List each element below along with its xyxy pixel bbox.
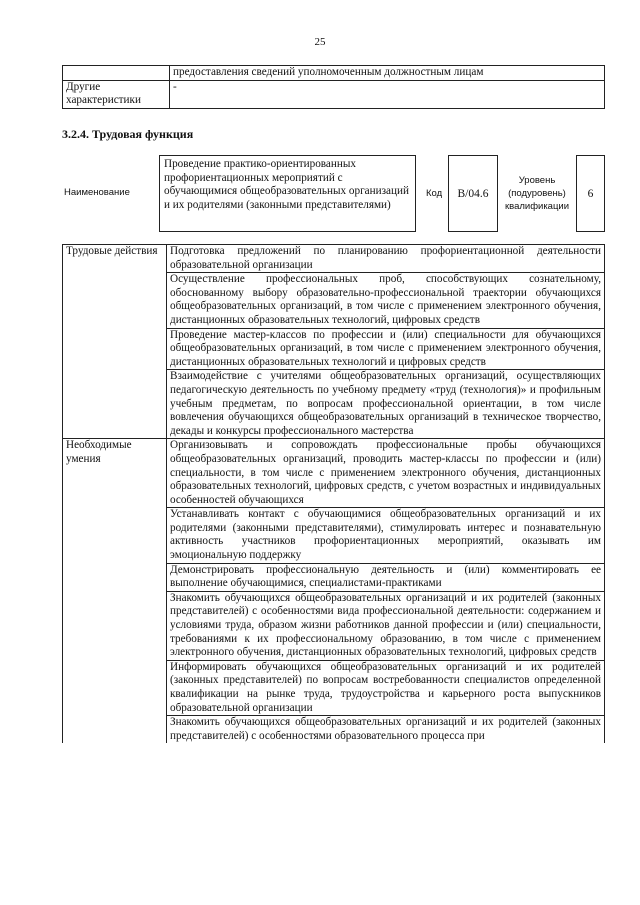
labor-actions-label: Трудовые действия (63, 245, 167, 439)
other-characteristics-label: Другие характеристики (63, 80, 170, 108)
function-name-value: Проведение практико-ориентированных профориентационных мероприятий с обучающимися общеобразовательных организаций и их родителями (законными представителями) (159, 155, 416, 232)
qualification-level-label: Уровень (подуровень) квалификации (504, 175, 570, 212)
function-code-label: Код (426, 188, 443, 199)
other-characteristics-value: - (170, 80, 605, 108)
labor-function-table (62, 244, 605, 743)
labor-action-item: Подготовка предложений по планированию профориентационной деятельности образовательной организации (167, 245, 605, 273)
previous-function-table (62, 65, 605, 109)
skill-item: Организовывать и сопровождать профессиональные пробы обучающихся общеобразовательных организаций, проводить мастер-классы по профессии и (или) специальности, в том числе с применением электронного обучения, дистанционных образовательных технологий, цифровых средств, с учетом возрастных и индивидуальных особенностей обучающихся (167, 439, 605, 508)
page-number: 25 (314, 36, 326, 48)
skill-item: Устанавливать контакт с обучающимися общеобразовательных организаций и их родителями (законными представителями), стимулировать интерес и познавательную активность участников профориентационных мероприятий, оказывать им эмоциональную поддержку (167, 508, 605, 563)
skill-item: Информировать обучающихся общеобразовательных организаций и их родителей (законных представителей) по вопросам востребованности специалистов определенной квалификации на рынке труда, трудоустройства и карьерного роста выпускников образовательной организации (167, 660, 605, 715)
labor-action-item: Осуществление профессиональных проб, способствующих сознательному, обоснованному выбору образовательно-профессиональной траектории обучающихся общеобразовательных организаций, в том числе с применением электронного обучения, дистанционных образовательных технологий, цифровых средств (167, 273, 605, 328)
labor-action-item: Взаимодействие с учителями общеобразовательных организаций, осуществляющих педагогическую деятельность по учебному предмету «труд (технология)» и профильным учебным предметам, по вопросам профессиональной ориентации, в том числе вовлечения обучающихся общеобразовательных организаций в техническое творчество, декады и конкурсы профессионального мастерства (167, 370, 605, 439)
empty-cell (63, 66, 170, 81)
qualification-level-value: 6 (576, 155, 605, 232)
function-name-label: Наименование (64, 187, 130, 198)
labor-action-item: Проведение мастер-классов по профессии и (или) специальности для обучающихся общеобразовательных организаций, в том числе с применением электронного обучения, дистанционных образовательных технологий и цифровых средств (167, 328, 605, 370)
section-title: 3.2.4. Трудовая функция (62, 127, 194, 141)
function-code-value: B/04.6 (448, 155, 498, 232)
previous-table-continuation: предоставления сведений уполномоченным должностным лицам (170, 66, 605, 81)
skill-item: Знакомить обучающихся общеобразовательных организаций и их родителей (законных представителей) с особенностями образовательного процесса при (167, 716, 605, 744)
skill-item: Знакомить обучающихся общеобразовательных организаций и их родителей (законных представителей) с особенностями вида профессиональной деятельности: содержанием и условиями труда, образом жизни работников данной профессии и (или) специальности, требованиями к их профессиональному образованию, в том числе с применением электронного обучения, дистанционных образовательных технологий, цифровых средств (167, 591, 605, 660)
skill-item: Демонстрировать профессиональную деятельность и (или) комментировать ее выполнение обучающимися, специалистами-практиками (167, 563, 605, 591)
required-skills-label: Необходимые умения (63, 439, 167, 744)
